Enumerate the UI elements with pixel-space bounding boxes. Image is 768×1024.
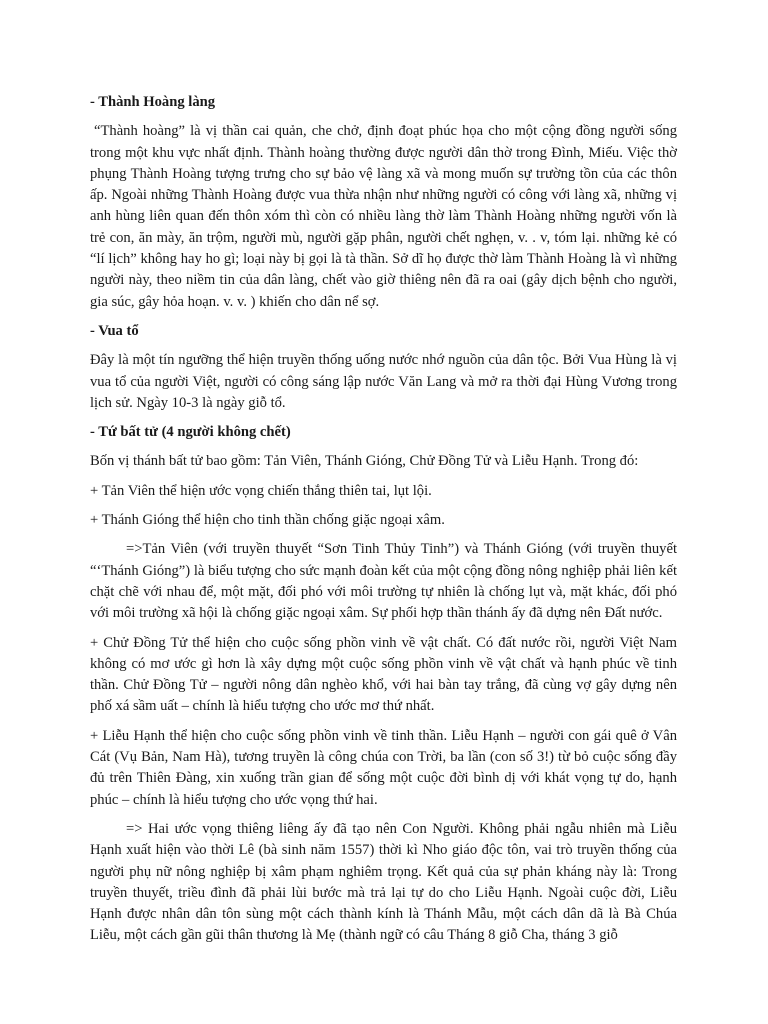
document-page	[90, 92, 677, 947]
paragraph-intro: Bốn vị thánh bất tử bao gồm: Tản Viên, Thánh Gióng, Chử Đồng Tử và Liễu Hạnh. Trong đó:	[90, 453, 639, 470]
section-heading-tu-bat-tu: - Tứ bất tử (4 người không chết)	[90, 424, 291, 441]
paragraph-chu-dong-tu: + Chử Đồng Tử thể hiện cho cuộc sống phồn vinh về vật chất. Có đất nước rồi, người Việt Nam không có mơ ước gì hơn là xây dựng một cuộc sống phồn vinh về vật chất và hạnh phúc về tinh thần. Chử Đồng Tử – người nông dân nghèo khổ, với hai bàn tay trắng, đã cùng vợ gây dựng nên phố xá sầm uất – chính là hiểu tượng cho ước mơ thứ nhất.	[90, 634, 677, 715]
paragraph-conclusion-1: =>Tản Viên (với truyền thuyết “Sơn Tinh Thủy Tinh”) và Thánh Gióng (với truyền thuyết “‘Thánh Gióng”) là biểu tượng cho sức mạnh đoàn kết của một cộng đồng nông nghiệp phải liên kết chặt chẽ với nhau để, một mặt, đối phó với môi trường tự nhiên là chống lụt và, mặt khác, đối phó với môi trường xã hội là chống giặc ngoại xâm. Sự phối hợp thần thánh ấy đã dựng nên Đất nước.	[90, 541, 677, 622]
section-heading-thanh-hoang: - Thành Hoàng làng	[90, 94, 216, 110]
paragraph-lieu-hanh: + Liễu Hạnh thể hiện cho cuộc sống phồn vinh về tinh thần. Liễu Hạnh – người con gái quê ở Vân Cát (Vụ Bản, Nam Hà), tương truyền là công chúa con Trời, ba lần (con số 3!) từ bỏ cuộc sống đầy đủ trên Thiên Đàng, xin xuống trần gian để sống một cuộc đời bình dị với khát vọng tự do, hạnh phúc – chính là hiểu tượng cho ước vọng thứ hai.	[90, 727, 677, 808]
section-heading-vua-to: - Vua tổ	[90, 322, 139, 339]
paragraph-thanh-giong: + Thánh Gióng thể hiện cho tinh thần chống giặc ngoại xâm.	[90, 512, 445, 529]
paragraph-thanh-hoang: “Thành hoàng” là vị thần cai quản, che chở, định đoạt phúc họa cho một cộng đồng người sống trong một khu vực nhất định. Thành hoàng thường được người dân thờ trong Đình, Miếu. Việc thờ phụng Thành Hoàng tượng trưng cho sự bảo vệ làng xã và mong muốn sự trường tồn của các thôn ấp. Ngoài những Thành Hoàng được vua thừa nhận như những người có công với làng xã, những vị anh hùng liên quan đến thôn xóm thì còn có nhiều làng thờ làm Thành Hoàng những người vốn là trẻ con, ăn mày, ăn trộm, người mù, người gặp phân, người chết nghẹn, v. . v, tóm lại. những kẻ có “lí lịch” không hay ho gì; loại này bị gọi là tà thần. Sở dĩ họ được thờ làm Thành Hoàng là vì những người này, theo niềm tin của dân làng, chết vào giờ thiêng nên đã ra oai (gây dịch bệnh cho người, gia súc, gây hỏa hoạn. v. v. ) khiến cho dân nể sợ.	[90, 123, 677, 310]
paragraph-tan-vien: + Tản Viên thể hiện ước vọng chiến thắng thiên tai, lụt lội.	[90, 482, 432, 499]
paragraph-conclusion-2: => Hai ước vọng thiêng liêng ấy đã tạo nên Con Người. Không phải ngẫu nhiên mà Liễu Hạnh xuất hiện vào thời Lê (bà sinh năm 1557) thời kì Nho giáo độc tôn, vai trò truyền thống của người phụ nữ nông nghiệp bị xâm phạm nghiêm trọng. Kết quả của sự phản kháng này là: Trong truyền thuyết, triều đình đã phải lùi bước mà trả lại tự do cho Liễu Hạnh. Ngoài cuộc đời, Liễu Hạnh được nhân dân tôn sùng một cách thành kính là Thánh Mẫu, một cách dân dã là Bà Chúa Liễu, một cách gần gũi thân thương là Mẹ (thành ngữ có câu Tháng 8 giỗ Cha, tháng 3 giỗ	[90, 820, 677, 944]
paragraph-vua-to: Đây là một tín ngưỡng thể hiện truyền thống uống nước nhớ nguồn của dân tộc. Bởi Vua Hùng là vị vua tổ của người Việt, người có công sáng lập nước Văn Lang và mở ra thời đại Hùng Vương trong lịch sử. Ngày 10-3 là ngày giỗ tổ.	[90, 352, 677, 411]
